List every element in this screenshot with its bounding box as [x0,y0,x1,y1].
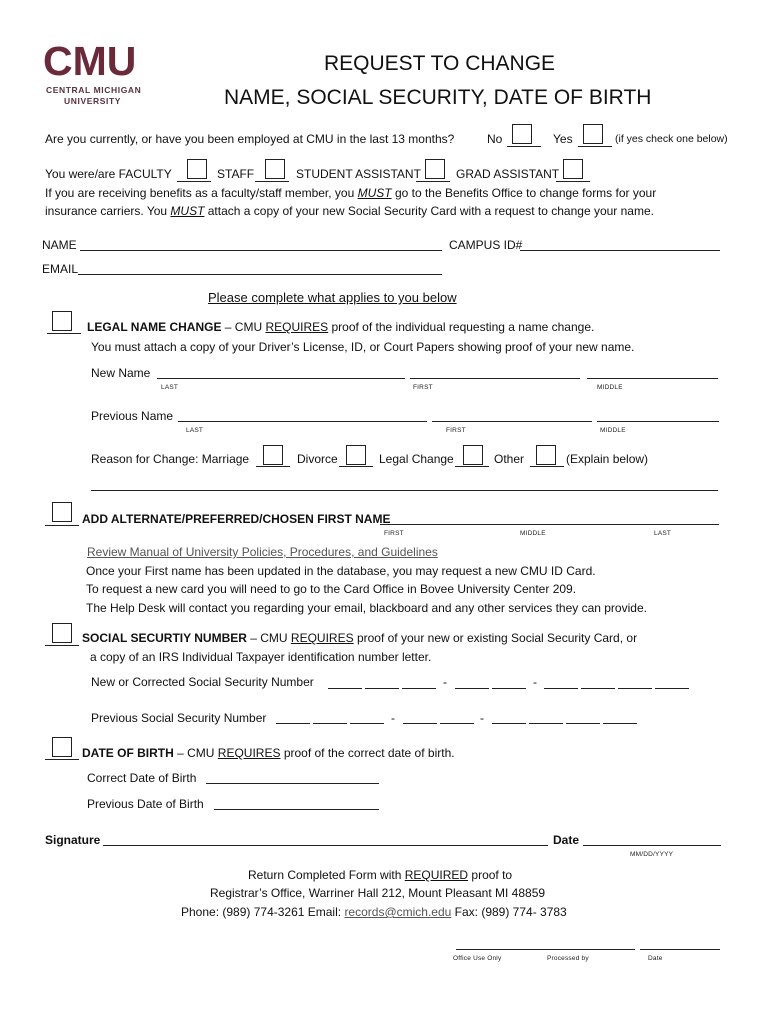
yes-blank [578,146,612,147]
prev-middle-caption: MIDDLE [600,427,626,434]
prev-ssn-dash-2: - [480,711,484,725]
divorce-label: Divorce [297,452,338,466]
correct-dob-field[interactable] [206,783,379,784]
new-ssn-digit [618,688,652,689]
processed-by-caption: Processed by [547,955,589,962]
campus-id-field[interactable] [520,250,720,251]
benefits-note: If you are receiving benefits as a faculty/staff member, you MUST go to the Benefits Office to change forms for your [45,186,657,200]
prev-ssn-dash-1: - [391,711,395,725]
new-ssn-digit [492,688,526,689]
new-ssn-digit [655,688,689,689]
sig-date-label: Date [553,833,580,847]
signature-field[interactable] [103,845,548,846]
grad-assistant-checkbox[interactable] [563,159,583,179]
new-first-caption: FIRST [413,384,433,391]
no-blank [507,146,541,147]
divorce-checkbox[interactable] [346,445,366,465]
new-name-middle-field[interactable] [587,378,718,379]
student-blank [416,181,450,182]
other-blank [530,466,564,467]
campus-id-label: CAMPUS ID# [449,238,523,252]
yes-checkbox[interactable] [583,124,603,144]
new-ssn-digit [544,688,578,689]
alt-middle-caption: MIDDLE [520,530,546,537]
return-line-2: Registrar’s Office, Warriner Hall 212, Mount Pleasant MI 48859 [210,886,546,900]
explain-label: (Explain below) [566,452,649,466]
new-last-caption: LAST [161,384,179,391]
new-ssn-digit [402,688,436,689]
staff-checkbox[interactable] [265,159,285,179]
faculty-checkbox[interactable] [187,159,207,179]
yes-label: Yes [553,132,573,146]
alternate-blank [45,525,79,526]
employment-question: Are you currently, or have you been employed at CMU in the last 13 months? [45,132,455,146]
legal-name-heading: LEGAL NAME CHANGE – CMU REQUIRES proof of the individual requesting a name change. [87,320,595,334]
new-ssn-digit [455,688,489,689]
return-line-1: Return Completed Form with REQUIRED proof to [248,868,513,882]
prev-ssn-digit [566,723,600,724]
other-label: Other [494,452,525,466]
logo-wordmark: CMU [43,38,137,84]
manual-link[interactable]: Review Manual of University Policies, Procedures, and Guidelines [87,545,438,559]
previous-dob-label: Previous Date of Birth [87,797,204,811]
previous-dob-field[interactable] [214,809,379,810]
previous-name-label: Previous Name [91,409,174,423]
prev-ssn-digit [350,723,384,724]
new-name-label: New Name [91,366,151,380]
prev-ssn-digit [313,723,347,724]
alternate-note-2: To request a new card you will need to go to the Card Office in Bovee University Center 209. [86,582,577,596]
new-name-first-field[interactable] [410,378,580,379]
insurance-note: insurance carriers. You MUST attach a copy of your new Social Security Card with a request to change your name. [45,204,654,218]
legal-name-checkbox[interactable] [52,311,72,331]
previous-ssn-label: Previous Social Security Number [91,711,267,725]
correct-dob-label: Correct Date of Birth [87,771,197,785]
prev-ssn-digit [276,723,310,724]
marriage-checkbox[interactable] [263,445,283,465]
dob-checkbox[interactable] [52,737,72,757]
ssn-checkbox[interactable] [52,623,72,643]
sig-date-field[interactable] [583,845,721,846]
new-ssn-label: New or Corrected Social Security Number [91,675,314,689]
new-ssn-dash-2: - [533,675,537,689]
alt-last-caption: LAST [654,530,672,537]
legal-blank [47,333,81,334]
faculty-blank [177,181,211,182]
previous-name-first-field[interactable] [432,421,592,422]
office-date-caption: Date [648,955,663,962]
grad-blank [556,181,590,182]
office-use-field [456,949,635,950]
staff-blank [255,181,289,182]
reason-label: Reason for Change: Marriage [91,452,250,466]
name-field[interactable] [80,250,442,251]
prev-ssn-digit [529,723,563,724]
were-label: You were/are FACULTY [45,167,172,181]
prev-first-caption: FIRST [446,427,466,434]
email-link[interactable]: records@cmich.edu [344,905,452,919]
email-field[interactable] [78,274,442,275]
prev-ssn-digit [492,723,526,724]
legal-change-blank [455,466,489,467]
no-checkbox[interactable] [512,124,532,144]
yes-note: (if yes check one below) [615,133,728,145]
alt-first-caption: FIRST [384,530,404,537]
legal-change-checkbox[interactable] [463,445,483,465]
student-assistant-label: STUDENT ASSISTANT [296,167,421,181]
office-use-caption: Office Use Only [453,955,502,962]
alternate-name-checkbox[interactable] [52,502,72,522]
date-format-caption: MM/DD/YYYY [630,851,674,858]
alternate-note-3: The Help Desk will contact you regarding your email, blackboard and any other services they can provide. [86,601,647,615]
ssn-heading: SOCIAL SECURTIY NUMBER – CMU REQUIRES proof of your new or existing Social Security Card, or [82,631,638,645]
previous-name-last-field[interactable] [178,421,427,422]
logo-line1: CENTRAL MICHIGAN [46,85,142,95]
name-label: NAME [42,238,77,252]
no-label: No [487,132,503,146]
marriage-blank [256,466,290,467]
logo-line2: UNIVERSITY [64,96,122,106]
alternate-name-field[interactable] [380,524,719,525]
dob-blank [45,759,79,760]
return-line-3: Phone: (989) 774-3261 Email: records@cmich.edu Fax: (989) 774- 3783 [181,905,567,919]
ssn-blank [45,645,79,646]
alternate-name-heading: ADD ALTERNATE/PREFERRED/CHOSEN FIRST NAME [82,512,391,526]
other-checkbox[interactable] [536,445,556,465]
email-label: EMAIL [42,262,79,276]
ssn-note: a copy of an IRS Individual Taxpayer identification number letter. [90,650,432,664]
new-ssn-dash-1: - [443,675,447,689]
new-ssn-digit [365,688,399,689]
new-name-last-field[interactable] [157,378,405,379]
complete-heading: Please complete what applies to you below [208,290,457,305]
legal-attach-note: You must attach a copy of your Driver’s License, ID, or Court Papers showing proof of your new name. [91,340,635,354]
prev-ssn-digit [603,723,637,724]
signature-label: Signature [45,833,101,847]
alternate-note-1: Once your First name has been updated in the database, you may request a new CMU ID Card. [86,564,596,578]
new-ssn-digit [581,688,615,689]
legal-change-label: Legal Change [379,452,454,466]
page-title-line2: NAME, SOCIAL SECURITY, DATE OF BIRTH [224,86,652,109]
previous-name-middle-field[interactable] [597,421,719,422]
new-middle-caption: MIDDLE [597,384,623,391]
office-date-field [640,949,720,950]
new-ssn-digit [328,688,362,689]
dob-heading: DATE OF BIRTH – CMU REQUIRES proof of the correct date of birth. [82,746,455,760]
page-title-line1: REQUEST TO CHANGE [324,52,556,75]
divorce-blank [339,466,373,467]
staff-label: STAFF [217,167,255,181]
grad-assistant-label: GRAD ASSISTANT [456,167,560,181]
student-assistant-checkbox[interactable] [425,159,445,179]
explain-field[interactable] [91,490,718,491]
prev-ssn-digit [440,723,474,724]
prev-last-caption: LAST [186,427,204,434]
prev-ssn-digit [403,723,437,724]
